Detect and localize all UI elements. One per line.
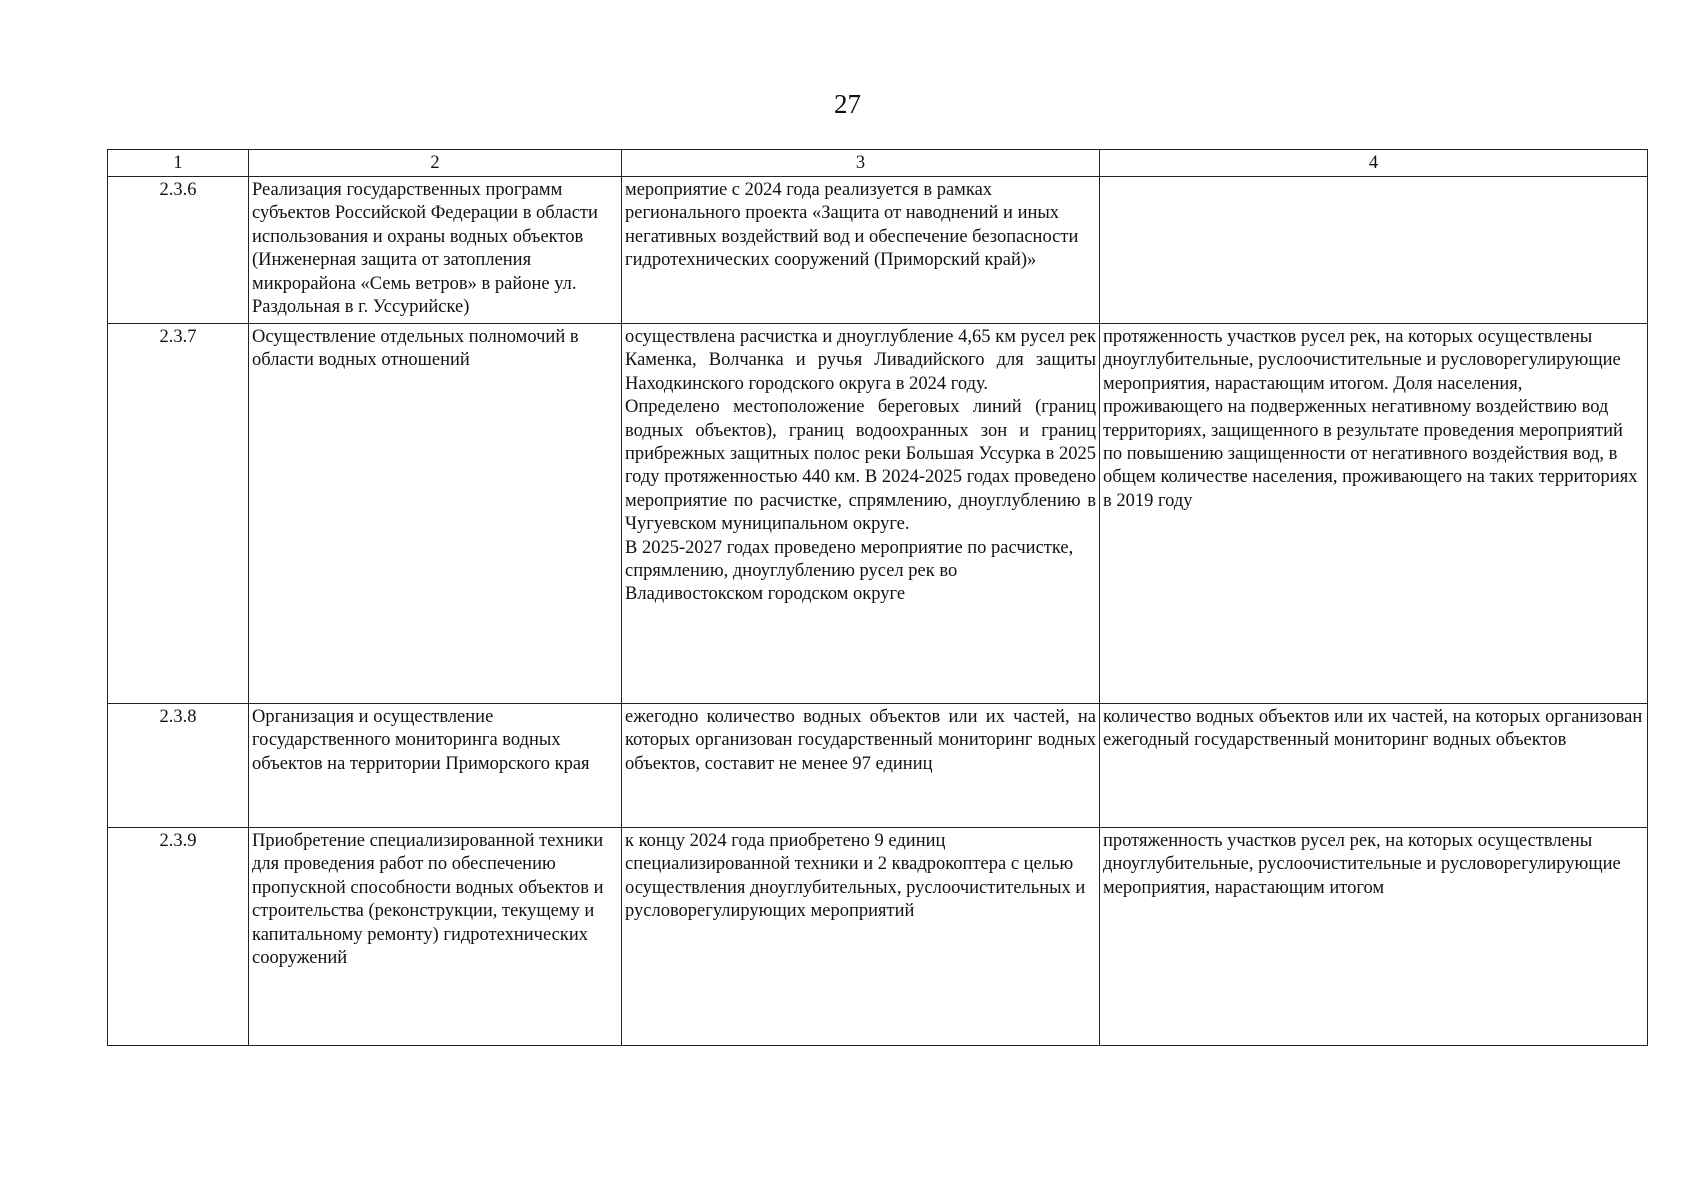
column-header-1: 1: [108, 150, 249, 177]
measure-name: Приобретение специализированной техники для проведения работ по обеспечению пропускной способности водных объектов и строительства (реконструкции, текущему и капитальному ремонту) гидротехнических сооружений: [249, 828, 622, 1046]
table-row: [108, 704, 1648, 828]
row-number: 2.3.6: [108, 177, 249, 324]
expected-result: [622, 704, 1100, 828]
indicator: количество водных объектов или их частей, на которых организован ежегодный государственный мониторинг водных объектов: [1100, 704, 1648, 828]
expected-result: [622, 177, 1100, 324]
table-row: [108, 177, 1648, 324]
measures-table: [107, 149, 1648, 1046]
row-number: 2.3.7: [108, 324, 249, 704]
column-header-2: 2: [249, 150, 622, 177]
row-number: 2.3.8: [108, 704, 249, 828]
result-paragraph: Определено местоположение береговых линий (границ водных объектов), границ водоохранных зон и границ прибрежных защитных полос реки Большая Уссурка в 2025 году протяженностью 440 км. В 2024-2025 годах проведено мероприятие по расчистке, спрямлению, дноуглублению в Чугуевском муниципальном округе.: [625, 397, 1096, 535]
indicator: протяженность участков русел рек, на которых осуществлены дноуглубительные, руслоочистительные и русловорегулирующие мероприятия, нарастающим итогом: [1100, 828, 1648, 1046]
expected-result: [622, 828, 1100, 1046]
result-paragraph: осуществлена расчистка и дноуглубление 4,65 км русел рек Каменка, Волчанка и ручья Ливадийского для защиты Находкинского городского округа в 2024 году.: [625, 327, 1096, 394]
measure-name: Реализация государственных программ субъектов Российской Федерации в области использования и охраны водных объектов (Инженерная защита от затопления микрорайона «Семь ветров» в районе ул. Раздольная в г. Уссурийске): [249, 177, 622, 324]
result-paragraph: мероприятие с 2024 года реализуется в рамках регионального проекта «Защита от наводнений и иных негативных воздействий вод и обеспечение безопасности гидротехнических сооружений (Приморский край)»: [625, 180, 1079, 271]
expected-result: [622, 324, 1100, 704]
indicator: протяженность участков русел рек, на которых осуществлены дноуглубительные, руслоочистительные и русловорегулирующие мероприятия, нарастающим итогом. Доля населения, проживающего на подверженных негативному воздействию вод территориях, защищенного в результате проведения мероприятий по повышению защищенности от негативного воздействия вод, в общем количестве населения, проживающего на таких территориях в 2019 году: [1100, 324, 1648, 704]
measure-name: Осуществление отдельных полномочий в области водных отношений: [249, 324, 622, 704]
result-paragraph: В 2025-2027 годах проведено мероприятие по расчистке, спрямлению, дноуглублению русел рек во Владивостокском городском округе: [625, 537, 1074, 605]
row-number: 2.3.9: [108, 828, 249, 1046]
page-number: 27: [834, 89, 861, 119]
table-row: [108, 828, 1648, 1046]
table-row: [108, 324, 1648, 704]
header-row: [108, 150, 1648, 177]
result-paragraph: к концу 2024 года приобретено 9 единиц специализированной техники и 2 квадрокоптера с целью осуществления дноуглубительных, руслоочистительных и русловорегулирующих мероприятий: [625, 831, 1086, 922]
indicator: [1100, 177, 1648, 324]
result-paragraph: ежегодно количество водных объектов или их частей, на которых организован государственный мониторинг водных объектов, составит не менее 97 единиц: [625, 707, 1096, 774]
measure-name: Организация и осуществление государственного мониторинга водных объектов на территории Приморского края: [249, 704, 622, 828]
column-header-3: 3: [622, 150, 1100, 177]
column-header-4: 4: [1100, 150, 1648, 177]
